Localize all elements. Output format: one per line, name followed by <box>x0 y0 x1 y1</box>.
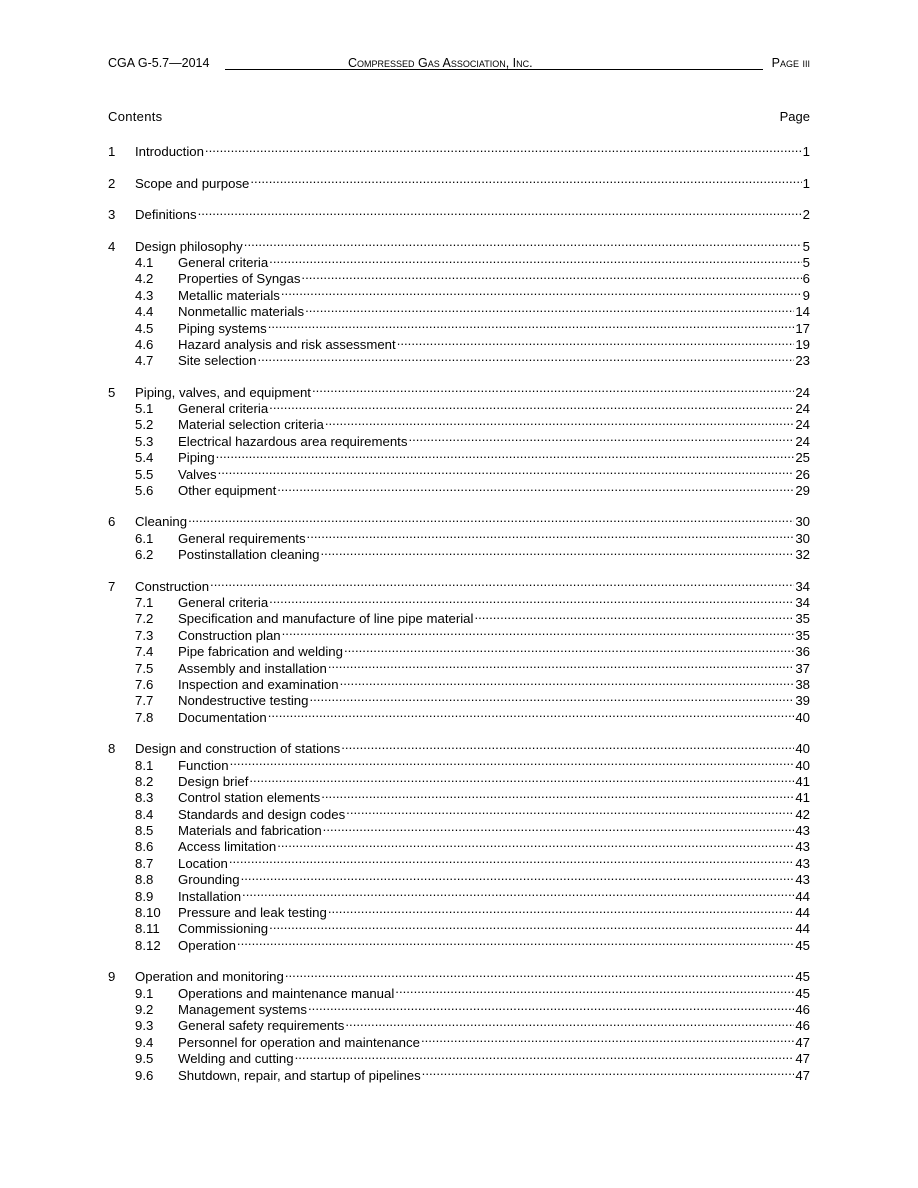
toc-entry-page: 38 <box>795 676 810 692</box>
toc-section-entry[interactable] <box>108 574 810 594</box>
toc-entry-number: 5.3 <box>135 433 154 449</box>
toc-entry-page: 42 <box>795 806 810 822</box>
toc-section-entry[interactable] <box>108 140 810 160</box>
toc-entry-title: Pipe fabrication and welding <box>178 644 343 660</box>
toc-entry-page: 35 <box>795 627 810 643</box>
toc-dot-leader <box>325 413 794 429</box>
toc-dot-leader <box>269 591 794 607</box>
toc-entry-page: 45 <box>795 937 810 953</box>
toc-entry-number: 8.2 <box>135 773 154 789</box>
toc-entry-page: 14 <box>795 304 810 320</box>
toc-entry-title: Valves <box>178 466 217 482</box>
toc-entry-title: Pressure and leak testing <box>178 905 327 921</box>
toc-entry-page: 25 <box>795 450 810 466</box>
toc-entry-number: 7.5 <box>135 660 154 676</box>
toc-entry-page: 23 <box>795 353 810 369</box>
toc-entry-page: 39 <box>795 693 810 709</box>
toc-entry-title: Specification and manufacture of line pipe material <box>178 611 474 627</box>
toc-entry-title: Location <box>178 855 228 871</box>
toc-entry-number: 8.7 <box>135 855 154 871</box>
toc-dot-leader <box>249 770 794 786</box>
toc-entry-number: 7.1 <box>135 594 154 610</box>
toc-entry-title: Welding and cutting <box>178 1051 294 1067</box>
toc-subsection-entry[interactable] <box>108 591 810 610</box>
toc-entry-number: 7.8 <box>135 709 154 725</box>
toc-entry-number: 4.7 <box>135 353 154 369</box>
toc-dot-leader <box>281 283 802 299</box>
toc-entry-title: Material selection criteria <box>178 417 324 433</box>
toc-dot-leader <box>244 234 802 250</box>
toc-entry-number: 9.3 <box>135 1018 154 1034</box>
toc-entry-page: 34 <box>795 594 810 610</box>
toc-entry-title: Management systems <box>178 1001 307 1017</box>
toc-entry-title: Design philosophy <box>135 238 243 254</box>
toc-dot-leader <box>321 786 794 802</box>
toc-entry-page: 24 <box>795 433 810 449</box>
toc-dot-leader <box>218 462 795 478</box>
toc-entry-number: 4.2 <box>135 271 154 287</box>
toc-entry-page: 6 <box>802 271 810 287</box>
toc-entry-number: 4.3 <box>135 287 154 303</box>
toc-entry-number: 9.6 <box>135 1067 154 1083</box>
toc-dot-leader <box>277 835 794 851</box>
toc-entry-number: 9.4 <box>135 1034 154 1050</box>
header-rule-left <box>225 69 348 70</box>
page-column-heading: Page <box>779 109 810 124</box>
toc-entry-number: 7.2 <box>135 611 154 627</box>
toc-entry-page: 17 <box>795 320 810 336</box>
toc-entry-title: Access limitation <box>178 839 277 855</box>
toc-entry-page: 9 <box>802 287 810 303</box>
toc-entry-page: 5 <box>802 238 810 254</box>
toc-dot-leader <box>216 446 795 462</box>
toc-entry-page: 46 <box>795 1001 810 1017</box>
toc-entry-number: 8.3 <box>135 790 154 806</box>
toc-entry-title: Nondestructive testing <box>178 693 309 709</box>
toc-dot-leader <box>308 998 794 1014</box>
toc-entry-number: 8.10 <box>135 905 161 921</box>
toc-dot-leader <box>309 689 794 705</box>
toc-entry-title: Hazard analysis and risk assessment <box>178 336 396 352</box>
toc-entry-page: 34 <box>795 578 810 594</box>
toc-entry-title: Assembly and installation <box>178 660 327 676</box>
toc-entry-number: 6.1 <box>135 530 154 546</box>
toc-entry-title: Grounding <box>178 872 240 888</box>
toc-dot-leader <box>269 397 794 413</box>
toc-entry-title: Metallic materials <box>178 287 280 303</box>
toc-entry-page: 40 <box>795 757 810 773</box>
toc-entry-page: 37 <box>795 660 810 676</box>
toc-entry-title: Personnel for operation and maintenance <box>178 1034 420 1050</box>
table-of-contents <box>108 140 810 1083</box>
toc-dot-leader <box>268 316 795 332</box>
toc-section-entry[interactable] <box>108 203 810 223</box>
toc-entry-title: Site selection <box>178 353 257 369</box>
toc-entry-title: General criteria <box>178 401 269 417</box>
toc-entry-number: 5.5 <box>135 466 154 482</box>
toc-entry-page: 44 <box>795 905 810 921</box>
toc-entry-title: Definitions <box>135 207 197 223</box>
toc-entry-page: 45 <box>795 985 810 1001</box>
toc-entry-title: Control station elements <box>178 790 321 806</box>
toc-entry-number: 4.4 <box>135 304 154 320</box>
toc-entry-page: 41 <box>795 790 810 806</box>
toc-entry-number: 8.9 <box>135 888 154 904</box>
toc-section-entry[interactable] <box>108 380 810 400</box>
toc-dot-leader <box>269 251 802 267</box>
toc-dot-leader <box>312 380 794 396</box>
header-rule-right <box>348 69 763 70</box>
toc-entry-number: 7 <box>108 578 116 594</box>
toc-entry-title: Postinstallation cleaning <box>178 547 320 563</box>
toc-entry-page: 2 <box>802 207 810 223</box>
toc-entry-page: 43 <box>795 839 810 855</box>
toc-dot-leader <box>277 479 794 495</box>
toc-entry-number: 5.2 <box>135 417 154 433</box>
toc-entry-title: Materials and fabrication <box>178 823 322 839</box>
toc-entry-page: 30 <box>795 530 810 546</box>
toc-section-entry[interactable] <box>108 171 810 191</box>
toc-entry-page: 47 <box>795 1034 810 1050</box>
toc-entry-page: 43 <box>795 855 810 871</box>
toc-dot-leader <box>474 607 794 623</box>
toc-entry-page: 44 <box>795 921 810 937</box>
toc-entry-page: 24 <box>795 384 810 400</box>
toc-entry-number: 9.5 <box>135 1051 154 1067</box>
toc-dot-leader <box>295 1047 795 1063</box>
toc-entry-page: 24 <box>795 401 810 417</box>
toc-entry-title: Cleaning <box>135 514 188 530</box>
toc-entry-number: 8.5 <box>135 823 154 839</box>
toc-entry-title: Piping systems <box>178 320 267 336</box>
toc-entry-title: Piping <box>178 450 215 466</box>
toc-entry-page: 19 <box>795 336 810 352</box>
toc-dot-leader <box>250 171 801 187</box>
toc-entry-page: 36 <box>795 644 810 660</box>
toc-entry-title: General safety requirements <box>178 1018 345 1034</box>
toc-dot-leader <box>268 705 795 721</box>
toc-entry-title: Construction plan <box>178 627 281 643</box>
toc-entry-page: 35 <box>795 611 810 627</box>
toc-entry-title: Commissioning <box>178 921 269 937</box>
toc-entry-title: Design and construction of stations <box>135 741 341 757</box>
toc-dot-leader <box>408 429 794 445</box>
toc-entry-page: 26 <box>795 466 810 482</box>
toc-entry-number: 4.6 <box>135 336 154 352</box>
toc-dot-leader <box>328 656 795 672</box>
toc-entry-page: 45 <box>795 969 810 985</box>
header-publisher: Compressed Gas Association, Inc. <box>348 56 533 70</box>
toc-dot-leader <box>323 819 795 835</box>
toc-entry-number: 5 <box>108 384 116 400</box>
toc-dot-leader <box>285 965 795 981</box>
toc-dot-leader <box>307 526 795 542</box>
toc-entry-number: 6 <box>108 514 116 530</box>
toc-dot-leader <box>269 917 794 933</box>
toc-dot-leader <box>328 901 795 917</box>
toc-entry-page: 40 <box>795 709 810 725</box>
toc-dot-leader <box>341 737 794 753</box>
toc-entry-number: 4 <box>108 238 116 254</box>
toc-entry-page: 43 <box>795 823 810 839</box>
header-page-number: Page iii <box>771 56 810 70</box>
toc-dot-leader <box>346 802 794 818</box>
toc-dot-leader <box>229 851 794 867</box>
toc-dot-leader <box>242 884 794 900</box>
toc-entry-title: Nonmetallic materials <box>178 304 305 320</box>
toc-entry-number: 8.1 <box>135 757 154 773</box>
toc-section-entry[interactable] <box>108 510 810 530</box>
toc-entry-title: Piping, valves, and equipment <box>135 384 311 400</box>
toc-entry-page: 1 <box>802 175 810 191</box>
toc-entry-title: Documentation <box>178 709 267 725</box>
toc-entry-title: Properties of Syngas <box>178 271 301 287</box>
toc-entry-title: Function <box>178 757 229 773</box>
toc-dot-leader <box>257 349 794 365</box>
toc-entry-number: 7.3 <box>135 627 154 643</box>
toc-dot-leader <box>205 140 802 156</box>
toc-section-entry[interactable] <box>108 737 810 757</box>
toc-entry-number: 9 <box>108 969 116 985</box>
toc-dot-leader <box>210 574 794 590</box>
toc-dot-leader <box>422 1063 795 1079</box>
toc-entry-page: 30 <box>795 514 810 530</box>
toc-entry-page: 5 <box>802 254 810 270</box>
header-document-code: CGA G-5.7—2014 <box>108 56 210 70</box>
toc-dot-leader <box>301 267 801 283</box>
toc-dot-leader <box>237 933 794 949</box>
toc-dot-leader <box>395 981 794 997</box>
toc-entry-number: 6.2 <box>135 547 154 563</box>
toc-dot-leader <box>340 673 795 689</box>
toc-entry-title: Operations and maintenance manual <box>178 985 395 1001</box>
toc-entry-page: 1 <box>802 144 810 160</box>
toc-entry-page: 32 <box>795 547 810 563</box>
toc-entry-number: 8.12 <box>135 937 161 953</box>
toc-entry-title: Construction <box>135 578 210 594</box>
toc-entry-title: Operation and monitoring <box>135 969 284 985</box>
toc-dot-leader <box>305 300 794 316</box>
toc-entry-title: General criteria <box>178 254 269 270</box>
toc-dot-leader <box>321 543 795 559</box>
toc-entry-page: 47 <box>795 1067 810 1083</box>
toc-entry-page: 41 <box>795 773 810 789</box>
toc-entry-number: 8.8 <box>135 872 154 888</box>
toc-entry-title: Standards and design codes <box>178 806 346 822</box>
toc-entry-title: Electrical hazardous area requirements <box>178 433 408 449</box>
toc-dot-leader <box>344 640 794 656</box>
toc-entry-number: 9.2 <box>135 1001 154 1017</box>
toc-entry-number: 2 <box>108 175 116 191</box>
toc-entry-number: 3 <box>108 207 116 223</box>
running-header <box>108 55 810 71</box>
toc-dot-leader <box>345 1014 794 1030</box>
toc-entry-number: 8 <box>108 741 116 757</box>
toc-entry-page: 46 <box>795 1018 810 1034</box>
toc-dot-leader <box>397 333 795 349</box>
contents-title: Contents <box>108 109 163 124</box>
toc-dot-leader <box>188 510 794 526</box>
toc-entry-number: 5.4 <box>135 450 154 466</box>
toc-dot-leader <box>282 623 795 639</box>
toc-subsection-entry[interactable] <box>108 526 810 546</box>
toc-entry-page: 29 <box>795 483 810 499</box>
toc-entry-page: 44 <box>795 888 810 904</box>
toc-entry-title: Inspection and examination <box>178 676 339 692</box>
toc-entry-number: 7.7 <box>135 693 154 709</box>
toc-entry-title: Installation <box>178 888 242 904</box>
toc-entry-page: 43 <box>795 872 810 888</box>
toc-entry-title: Other equipment <box>178 483 277 499</box>
toc-entry-number: 5.1 <box>135 401 154 417</box>
toc-entry-title: Shutdown, repair, and startup of pipelines <box>178 1067 421 1083</box>
toc-entry-number: 7.4 <box>135 644 154 660</box>
toc-dot-leader <box>241 868 795 884</box>
toc-entry-title: Scope and purpose <box>135 175 250 191</box>
toc-entry-number: 1 <box>108 144 116 160</box>
toc-section-entry[interactable] <box>108 234 810 254</box>
toc-entry-number: 4.5 <box>135 320 154 336</box>
toc-entry-number: 8.6 <box>135 839 154 855</box>
toc-entry-title: General criteria <box>178 594 269 610</box>
toc-entry-title: Introduction <box>135 144 204 160</box>
toc-entry-title: Design brief <box>178 773 249 789</box>
toc-entry-number: 8.11 <box>135 921 160 937</box>
toc-entry-number: 4.1 <box>135 254 154 270</box>
toc-entry-title: Operation <box>178 937 236 953</box>
toc-entry-title: General requirements <box>178 530 306 546</box>
toc-section-entry[interactable] <box>108 965 810 985</box>
toc-dot-leader <box>230 753 795 769</box>
toc-dot-leader <box>421 1030 794 1046</box>
toc-entry-page: 40 <box>795 741 810 757</box>
contents-heading-row <box>108 108 810 126</box>
toc-entry-number: 8.4 <box>135 806 154 822</box>
toc-entry-number: 9.1 <box>135 985 154 1001</box>
toc-entry-page: 47 <box>795 1051 810 1067</box>
toc-entry-number: 7.6 <box>135 676 154 692</box>
toc-entry-number: 5.6 <box>135 483 154 499</box>
toc-dot-leader <box>198 203 802 219</box>
toc-entry-page: 24 <box>795 417 810 433</box>
